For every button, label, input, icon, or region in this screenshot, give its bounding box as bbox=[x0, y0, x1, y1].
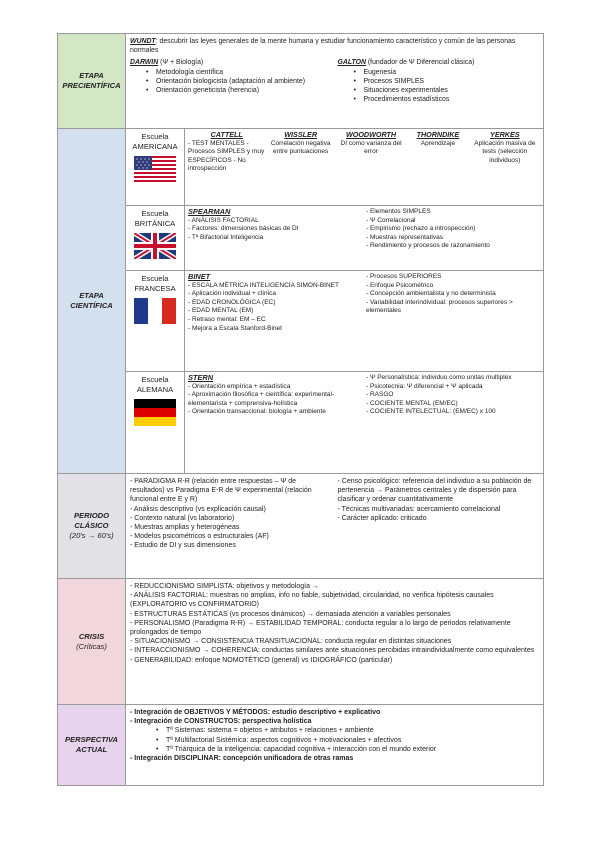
author-name: CATTELL bbox=[210, 130, 243, 139]
list-item: - ESCALA MÉTRICA INTELIGENCIA SIMON-BINET bbox=[188, 281, 339, 289]
author-text: Aplicación masiva de tests (selección individuos) bbox=[474, 139, 536, 164]
alemana-left bbox=[188, 374, 362, 471]
school-britanica bbox=[126, 205, 543, 270]
list-item: - REDUCCIONISMO SIMPLISTA: objetivos y metodología → bbox=[130, 583, 319, 590]
stage-label: CRISIS bbox=[78, 631, 105, 641]
galton-name: GALTON bbox=[337, 59, 366, 67]
list-item: • Procesos SIMPLES bbox=[354, 77, 540, 86]
crisis-list bbox=[126, 579, 543, 704]
list-item: • Metodología científica bbox=[146, 68, 332, 77]
school-name bbox=[126, 271, 185, 371]
stage-clasico bbox=[58, 474, 126, 578]
list-item: - Procesos SUPERIORES bbox=[366, 273, 442, 280]
list-item: - Rendimiento y procesos de razonamiento bbox=[366, 242, 490, 250]
list-item: - Contexto natural (vs laboratorio) bbox=[130, 514, 235, 522]
author-name: THORNDIKE bbox=[416, 130, 460, 139]
alemana-right bbox=[362, 374, 540, 471]
list-item: - Ψ Correlacional bbox=[366, 216, 416, 224]
list-item: - Enfoque Psicométrico bbox=[366, 281, 434, 289]
list-item: • Orientación biologicista (adaptación al ambiente) bbox=[146, 77, 332, 86]
school-name-text: Escuela ALEMANA bbox=[136, 375, 174, 394]
stage-precientifica bbox=[58, 34, 126, 128]
galton-note: (fundador de Ψ Diferencial clásica) bbox=[365, 59, 475, 67]
list-item: - Ψ Personalística: individuo como unitas multiplex bbox=[366, 374, 512, 381]
list-item: - Carácter aplicado: criticado bbox=[337, 514, 427, 522]
clasico-right bbox=[338, 477, 540, 575]
school-name-text: Escuela BRITÁNICA bbox=[134, 209, 176, 228]
author-column bbox=[336, 131, 406, 203]
list-item: - Retraso mental: EM – EC bbox=[188, 315, 266, 323]
author-text: DI como varianza del error bbox=[340, 139, 402, 156]
darwin-block bbox=[130, 58, 332, 104]
list-item: • Eugenesia bbox=[354, 68, 540, 77]
list-item: - Orientación transaccional: biología + ambiente bbox=[188, 408, 326, 416]
list-item: - Muestras representativas bbox=[366, 233, 443, 241]
list-item: - Muestras amplias y heterogéneas bbox=[130, 524, 240, 532]
author-spearman: SPEARMAN bbox=[188, 207, 231, 216]
school-name bbox=[126, 129, 185, 205]
list-item: - ANÁLISIS FACTORIAL: muestras no amplias, info no fiable, subjetividad, circularidad, no verifica hipótesis causales (EXPLORATORIO vs CONFIRMATORIO) bbox=[130, 592, 494, 609]
britanica-right bbox=[362, 208, 540, 268]
school-alemana bbox=[126, 371, 543, 473]
stage-label: ETAPA PRECIENTÍFICA bbox=[62, 71, 121, 90]
school-name bbox=[126, 206, 185, 270]
stage-sub: (Críticas) bbox=[76, 641, 107, 651]
france-flag-icon bbox=[134, 298, 176, 324]
school-americana bbox=[126, 129, 543, 205]
row-crisis bbox=[58, 578, 543, 704]
author-column bbox=[470, 131, 540, 203]
list-item: - GENERABILIDAD: enfoque NOMOTÉTICO (general) vs IDIOGRÁFICO (particular) bbox=[130, 656, 393, 664]
precientifica-content bbox=[126, 34, 543, 128]
list-item: - Aplicación individual + clínica bbox=[188, 290, 276, 298]
school-name-text: Escuela FRANCESA bbox=[134, 274, 176, 293]
clasico-left bbox=[130, 477, 332, 575]
stage-crisis bbox=[58, 579, 126, 704]
galton-block bbox=[338, 58, 540, 104]
wundt-line bbox=[130, 37, 539, 55]
stage-label: PERIODO CLÁSICO bbox=[73, 511, 110, 530]
list-item: - Orientación empírica + estadística bbox=[188, 382, 291, 390]
darwin-list bbox=[130, 68, 332, 96]
stage-cientifica bbox=[58, 129, 126, 473]
list-item: - Elementos SIMPLES bbox=[366, 208, 431, 215]
list-item: - Análisis descriptivo (vs explicación causal) bbox=[130, 505, 266, 513]
school-francesa bbox=[126, 270, 543, 371]
list-item: - Integración de OBJETIVOS Y MÉTODOS: estudio descriptivo + explicativo bbox=[130, 709, 381, 716]
list-item: - PARADIGMA R-R (relación entre respuestas – Ψ de resultados) vs Paradigma E-R de Ψ experimental (relación funcional entre E y R) bbox=[130, 478, 312, 504]
list-item: - COCIENTE INTELECTUAL: (EM/EC) x 100 bbox=[366, 408, 496, 416]
row-actual bbox=[58, 704, 543, 785]
americana-authors bbox=[188, 131, 540, 203]
list-item: - EDAD CRONOLÓGICA (EC) bbox=[188, 298, 276, 306]
darwin-name: DARWIN bbox=[130, 59, 159, 67]
summary-table bbox=[57, 33, 544, 786]
list-item: - SITUACIONISMO → CONSISTENCIA TRANSITUACIONAL: conducta regular en distintas situaciones bbox=[130, 638, 452, 646]
school-name-text: Escuela AMERICANA bbox=[132, 132, 178, 151]
stage-label: ETAPA CIENTÍFICA bbox=[70, 291, 113, 310]
list-item: - Aproximación filosófica + científica: experimental-elementarista + comprensiva-holística bbox=[188, 391, 335, 407]
list-item: - Censo psicológico: referencia del individuo a su población de pertenencia → Parámetros centrales y de dispersión para clasificar y ordenar cuantitativamente bbox=[337, 478, 532, 504]
list-item: - Estudio de DI y sus dimensiones bbox=[130, 542, 236, 550]
usa-flag-icon bbox=[134, 156, 176, 182]
britanica-left bbox=[188, 208, 362, 268]
galton-list bbox=[338, 68, 540, 105]
wundt-name: WUNDT bbox=[130, 38, 156, 45]
author-name: WOODWORTH bbox=[345, 130, 397, 139]
author-stern: STERN bbox=[188, 373, 214, 382]
author-name: YERKES bbox=[490, 130, 520, 139]
list-item: - Empirismo (rechazo a introspección) bbox=[366, 225, 476, 233]
list-item: - Técnicas multivariadas: acercamiento correlacional bbox=[337, 505, 501, 513]
list-item: - RASGO bbox=[366, 391, 394, 399]
author-name: WISSLER bbox=[284, 130, 318, 139]
francesa-left bbox=[188, 273, 362, 369]
author-column bbox=[265, 131, 335, 203]
author-text: Correlación negativa entre puntuaciones bbox=[270, 139, 331, 156]
francesa-right bbox=[362, 273, 540, 369]
stage-years: (20's → 60's) bbox=[69, 531, 114, 540]
list-item: • Tª Sistemas: sistema = objetos + atributos + relaciones + ambiente bbox=[156, 726, 539, 735]
row-cientifica bbox=[58, 128, 543, 473]
list-item: - Mejora a Escala Stanford-Binet bbox=[188, 324, 282, 332]
stage-label: PERSPECTIVA ACTUAL bbox=[64, 735, 119, 754]
list-item: - EDAD MENTAL (EM) bbox=[188, 307, 254, 315]
school-name bbox=[126, 372, 185, 473]
list-item: - Variabilidad interindividual: procesos superiores > elementales bbox=[366, 298, 513, 315]
actual-last: - Integración DISCIPLINAR: concepción unificadora de otras ramas bbox=[130, 755, 354, 763]
list-item: - ESTRUCTURAS ESTÁTICAS (vs procesos dinámicos) → demasiada atención a variables personales bbox=[130, 610, 451, 618]
list-item: • Orientación geneticista (herencia) bbox=[146, 86, 332, 95]
list-item: • Tª Triárquica de la inteligencia: capacidad cognitiva + interacción con el mundo exterior bbox=[156, 745, 539, 754]
list-item: • Situaciones experimentales bbox=[354, 86, 540, 95]
list-item: - Integración de CONSTRUCTOS: perspectiva holística bbox=[130, 718, 312, 726]
uk-flag-icon bbox=[134, 233, 176, 259]
wundt-text: : descubrir las leyes generales de la mente humana y estudiar funcionamiento característico y común de las personas normales bbox=[130, 38, 516, 55]
list-item: - Factores: dimensiones básicas de DI bbox=[188, 225, 299, 233]
list-item: - COCIENTE MENTAL (EM/EC) bbox=[366, 399, 458, 407]
row-precientifica bbox=[58, 34, 543, 128]
list-item: - Modelos psicométricos o estructurales (AF) bbox=[130, 533, 269, 541]
author-column bbox=[406, 131, 469, 203]
actual-content bbox=[126, 705, 543, 785]
list-item: - Tª Bifactorial Inteligencia bbox=[188, 233, 264, 241]
list-item: - Concepción ambientalista y no determinista bbox=[366, 290, 496, 298]
list-item: - PERSONALISMO (Paradigma R-R) → ESTABILIDAD TEMPORAL: conducta regular a lo largo de periodos relativamente prolongados de tiempo bbox=[130, 619, 511, 637]
list-item: • Tª Multifactorial Sistémica: aspectos cognitivos + motivacionales + afectivos bbox=[156, 736, 539, 745]
row-clasico bbox=[58, 473, 543, 578]
author-binet: BINET bbox=[188, 272, 211, 281]
darwin-note: (Ψ + Biología) bbox=[158, 59, 204, 67]
list-item: - ANÁLISIS FACTORIAL bbox=[188, 216, 259, 224]
list-item: - INTERACCIONISMO → COHERENCIA: conductas similares ante situaciones percibidas intraindividualmente como equivalentes bbox=[130, 647, 535, 655]
germany-flag-icon bbox=[134, 399, 176, 426]
list-item: - Psicotecnia: Ψ diferencial + Ψ aplicada bbox=[366, 382, 483, 390]
author-text: - TEST MENTALES - Procesos SIMPLES y muy ESPECÍFICOS - No introspección bbox=[188, 139, 265, 173]
author-text: Aprendizaje bbox=[420, 139, 456, 147]
author-column bbox=[188, 131, 265, 203]
stage-actual bbox=[58, 705, 126, 785]
list-item: • Procedimientos estadísticos bbox=[354, 95, 540, 104]
